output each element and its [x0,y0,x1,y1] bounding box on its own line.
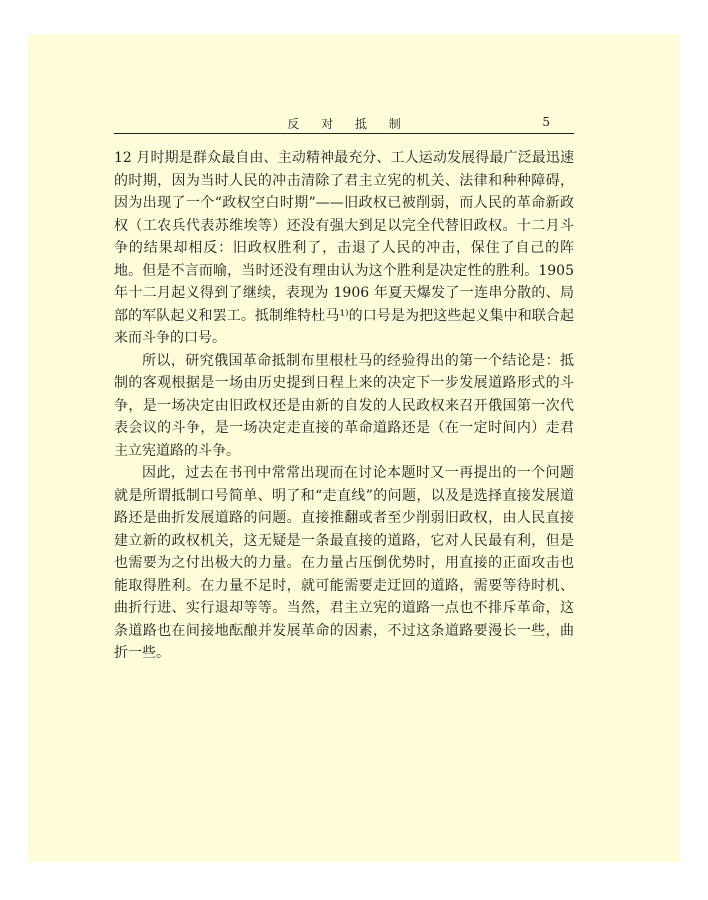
paragraph-3: 因此，过去在书刊中常常出现而在讨论本题时又一再提出的一个问题就是所谓抵制口号简单、明了和“走直线”的问题，以及是选择直接发展道路还是曲折发展道路的问题。直接推翻或者至少削弱旧政权，由人民直接建立新的政权机关，这无疑是一条最直接的道路，它对人民最有利，但是也需要为之付出极大的力量。在力量占压倒优势时，用直接的正面攻击也能取得胜利。在力量不足时，就可能需要走迂回的道路，需要等待时机、曲折行进、实行退却等等。当然，君主立宪的道路一点也不排斥革命，这条道路也在间接地酝酿并发展革命的因素，不过这条道路要漫长一些，曲折一些。 [114,465,574,661]
page-header [114,113,574,134]
running-title: 反 对 抵 制 [287,117,410,131]
body-text [114,147,574,665]
paragraph-2: 所以，研究俄国革命抵制布里根杜马的经验得出的第一个结论是：抵制的客观根据是一场由历史提到日程上来的决定下一步发展道路形式的斗争，是一场决定由旧政权还是由新的自发的人民政权来召开俄国第一次代表会议的斗争，是一场决定走直接的革命道路还是（在一定时间内）走君主立宪道路的斗争。 [114,352,574,459]
page-number: 5 [542,115,550,129]
paragraph-1: 12 月时期是群众最自由、主动精神最充分、工人运动发展得最广泛最迅速的时期，因为当时人民的冲击清除了君主立宪的机关、法律和种种障碍，因为出现了一个“政权空白时期”——旧政权已被削弱，而人民的革命新政权（工农兵代表苏维埃等）还没有强大到足以完全代替旧政权。十二月斗争的结果却相反：旧政权胜利了，击退了人民的冲击，保住了自己的阵地。但是不言而喻，当时还没有理由认为这个胜利是决定性的胜利。1905 年十二月起义得到了继续，表现为 1906 年夏天爆发了一连串分散的、局部的军队起义和罢工。抵制维特杜马¹⁾的口号是为把这些起义集中和联合起来而斗争的口号。 [114,150,574,346]
